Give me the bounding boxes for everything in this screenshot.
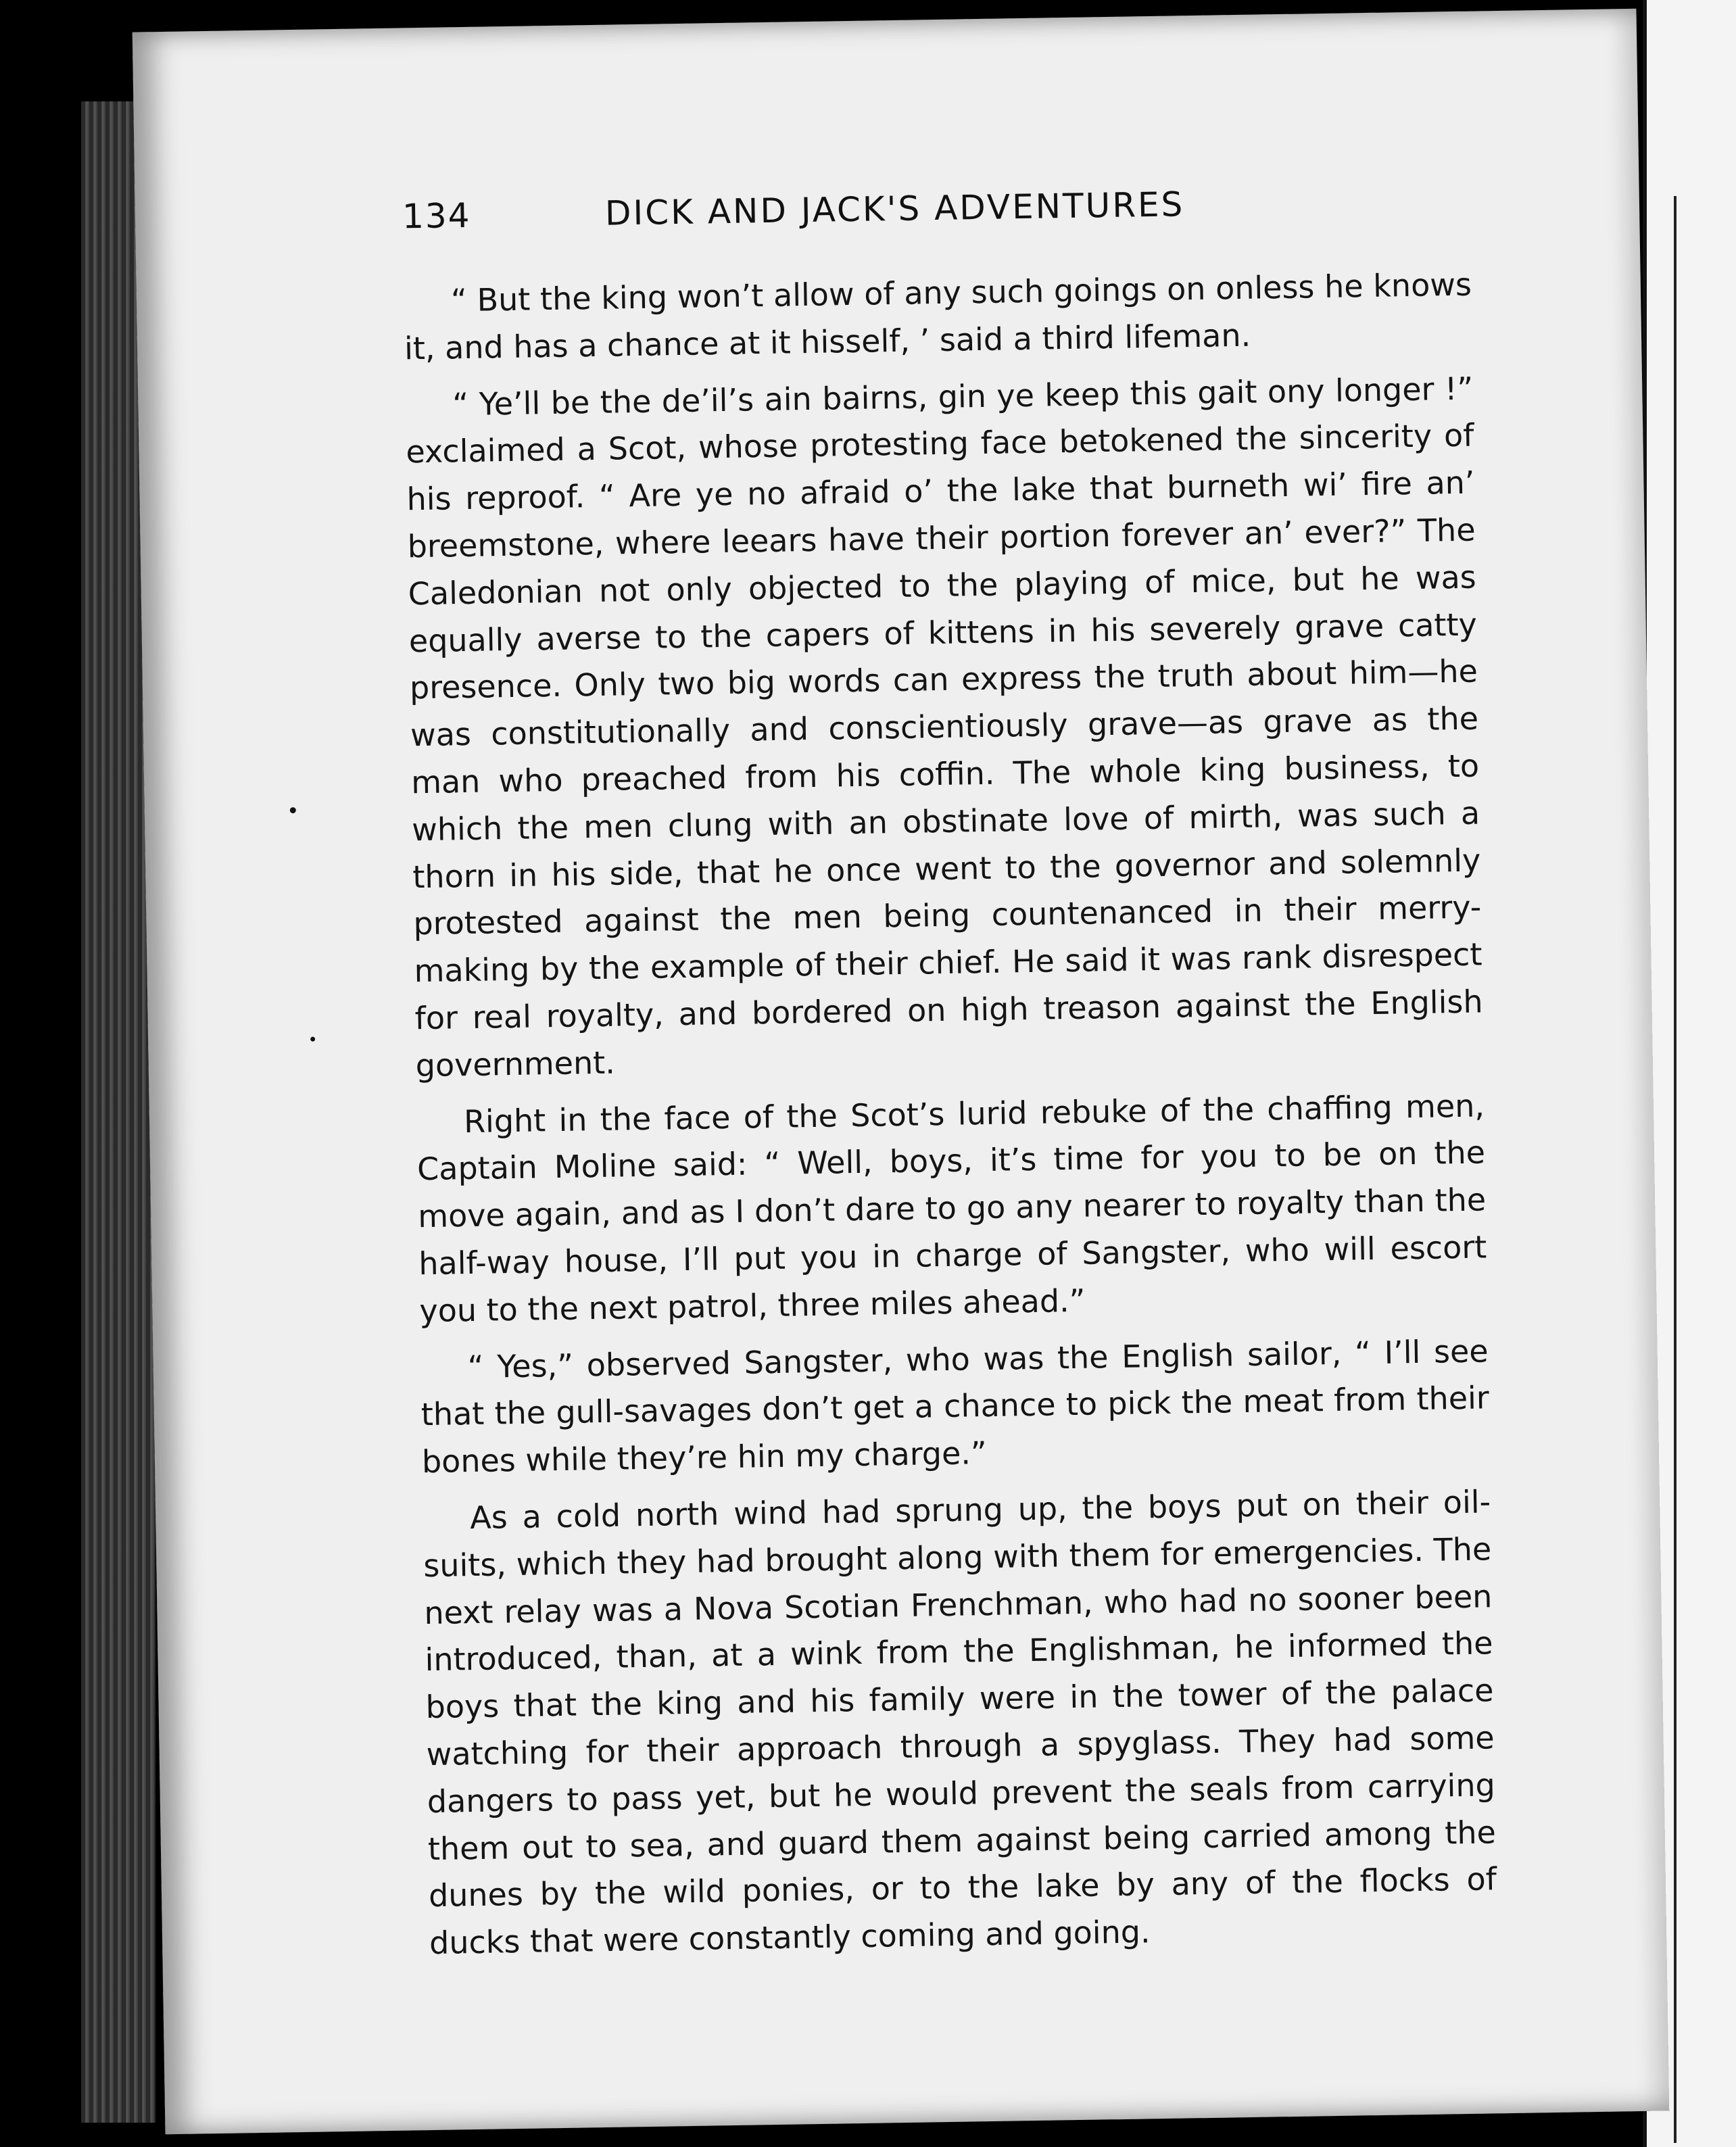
page-number: 134 (402, 195, 471, 237)
running-header (402, 180, 1457, 244)
paragraph: As a cold north wind had sprung up, the boys put on their oil-suits, which they had brought along with them for emergencies. The next relay was a Nova Scotian Frenchman, who had no sooner been introduced, than, at a wink from the Englishman, he informed the boys that the king and his family were in the tower of the palace watching for their approach through a spyglass. They had some dangers to pass yet, but he would prevent the seals from carrying them out to sea, and guard them against being carried among the dunes by the wild ponies, or to the lake by any of the flocks of ducks that were constantly coming and going. (423, 1483, 1497, 1962)
paragraph: “ But the king won’t allow of any such goings on onless he knows it, and has a chance at it hisself, ’ said a third lifeman. (404, 266, 1472, 367)
ink-speck (290, 807, 296, 813)
book-page (132, 9, 1670, 2135)
paragraph: “ Yes,” observed Sangster, who was the English sailor, “ I’ll see that the gull-savages don’t get a chance to pick the meat from their bones while they’re hin my charge.” (420, 1332, 1490, 1480)
paragraph: “ Ye’ll be the de’il’s ain bairns, gin ye keep this gait ony longer !” exclaimed a Scot, whose protesting face betokened the sincerity of his reproof. “ Are ye no afraid o’ the lake that burneth wi’ fire an’ breemstone, where leears have their portion forever an’ ever?” The Caledonian not only objected to the playing of mice, but he was equally averse to the capers of kittens in his severely grave catty presence. Only two big words can express the truth about him—he was constitutionally and conscientiously grave—as grave as the man who preached from his coffin. The whole king business, to which the men clung with an obstinate love of mirth, was such a thorn in his side, that he once went to the governor and solemnly protested against the men being countenanced in their merry-making by the example of their chief. He said it was rank disrespect for real royalty, and bordered on high treason against the English government. (406, 370, 1483, 1084)
ink-speck (310, 1037, 315, 1042)
adjacent-page-rule (1674, 196, 1677, 2143)
paragraph: Right in the face of the Scot’s lurid rebuke of the chaffing men, Captain Moline said: “ Well, boys, it’s time for you to be on the move again, and as I don’t dare to go any nearer to royalty than the half-way house, I’ll put you in charge of Sangster, who will escort you to the next patrol, three miles ahead.” (416, 1086, 1487, 1329)
body-text (403, 262, 1497, 1967)
running-title: DICK AND JACK'S ADVENTURES (604, 185, 1185, 233)
